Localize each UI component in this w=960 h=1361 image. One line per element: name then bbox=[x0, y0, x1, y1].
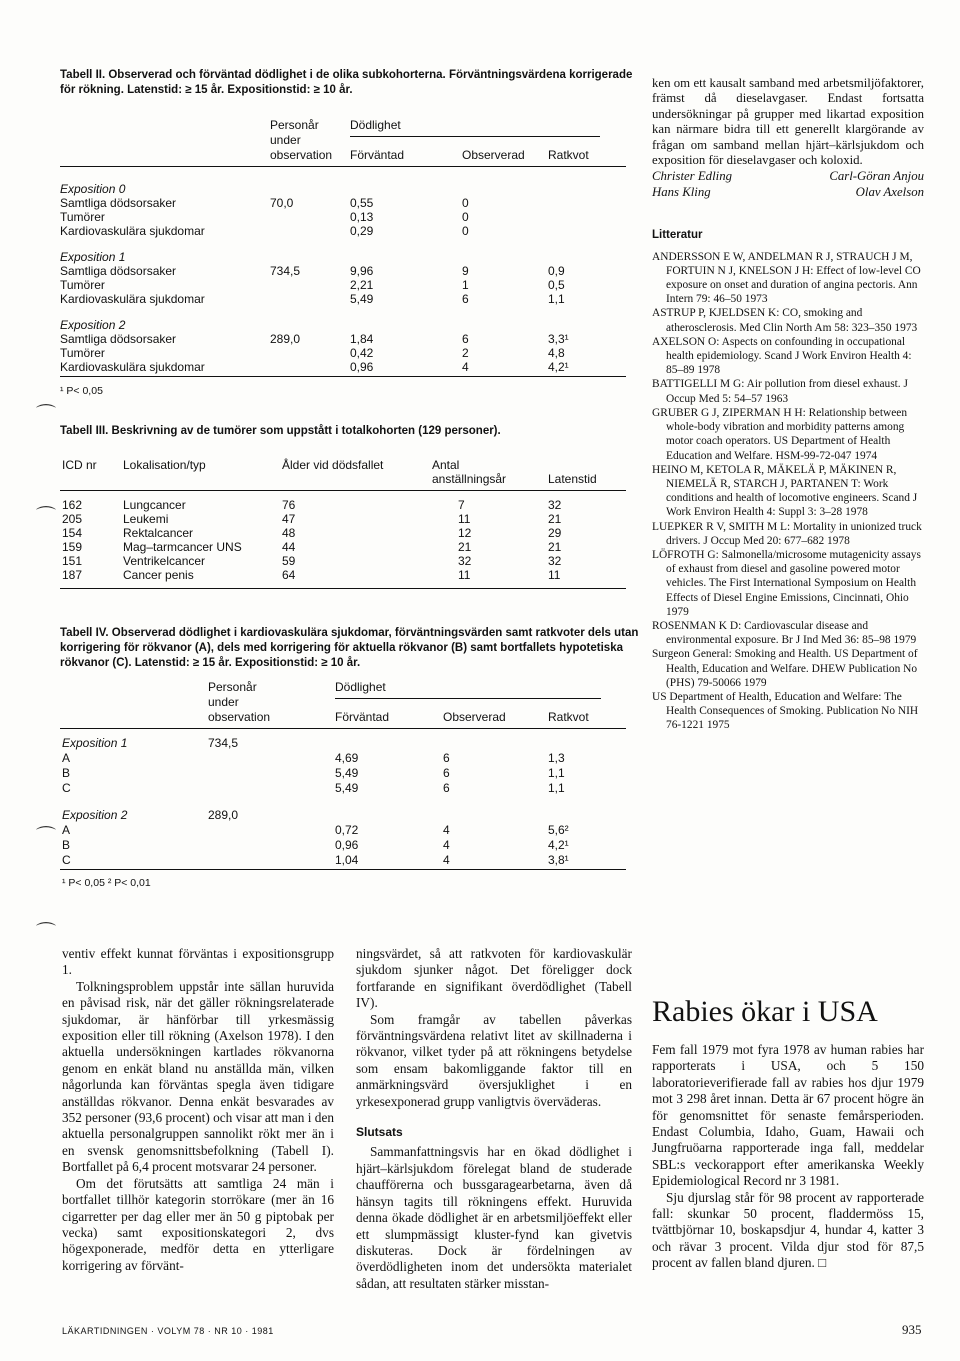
reference-item: LÖFROTH G: Salmonella/microsome mutagenicity assays of exhaust from diesel and gasoline powered motor vehicles. The First International Symposium on Health Effects of Diesel Engine Emissions, Cincinnati, Ohio 1979 bbox=[652, 548, 921, 618]
t2-rat: 0,5 bbox=[548, 278, 565, 292]
t3-alder: 59 bbox=[282, 554, 296, 568]
reference-item: ASTRUP P, KJELDSEN K: CO, smoking and atherosclerosis. Med Clin North Am 58: 323–350 1973 bbox=[652, 307, 918, 334]
t4-h-personar: Personår bbox=[208, 680, 257, 694]
t2-forv: 0,55 bbox=[350, 196, 374, 210]
t3-icd: 205 bbox=[62, 512, 83, 526]
paragraph: Om det förutsätts att samtliga 24 män i bortfallet tillhör kategorin storrökare (mer än 16 cigarretter per dag eller mer än 50 g piptobak per vecka) samt expositionskategori 2, dvs högexponerade, medför detta en ytterligare korrigering av förvänt- bbox=[62, 1175, 334, 1273]
t2-obs: 6 bbox=[462, 332, 469, 346]
page-number: 935 bbox=[902, 1322, 922, 1337]
t4-row-label: A bbox=[62, 751, 71, 765]
rabies-column bbox=[652, 1042, 924, 1272]
reference-item: GRUBER G J, ZIPERMAN H H: Relationship between whole-body vibration and morbidity patterns among motor coach operators. US Department of Health Education and Welfare. HSM-99-72-047 1974 bbox=[652, 406, 908, 462]
t4-row-label: B bbox=[62, 838, 71, 852]
t2-rat: 0,9 bbox=[548, 264, 565, 278]
t2-obs: 0 bbox=[462, 210, 469, 224]
t2-forv: 0,42 bbox=[350, 346, 374, 360]
t4-forv: 5,49 bbox=[335, 781, 359, 795]
margin-mark: ⌒ bbox=[36, 922, 56, 944]
t4-rat: 1,1 bbox=[548, 766, 565, 780]
t4-forv: 5,49 bbox=[335, 766, 359, 780]
t3-h-icd: ICD nr bbox=[62, 458, 97, 472]
t3-antal: 11 bbox=[458, 568, 471, 582]
margin-mark: ⌒ bbox=[36, 404, 56, 426]
t3-antal: 11 bbox=[458, 512, 471, 526]
t4-h-forvantad: Förväntad bbox=[335, 710, 390, 724]
author: Hans Kling bbox=[652, 184, 711, 199]
t2-row-label: Kardiovaskulära sjukdomar bbox=[60, 360, 205, 374]
reference-item: AXELSON O: Aspects on confounding in occupational health epidemiology. Scand J Work Environ Health 4: 85–89 1978 bbox=[652, 335, 912, 377]
reference-item: BATTIGELLI M G: Air pollution from diesel exhaust. J Occup Med 5: 54–57 1963 bbox=[652, 378, 908, 405]
t2-rat: 4,8 bbox=[548, 346, 565, 360]
t4-rat: 3,8¹ bbox=[548, 853, 569, 867]
t2-forv: 9,96 bbox=[350, 264, 374, 278]
t3-icd: 159 bbox=[62, 540, 83, 554]
t4-obs: 6 bbox=[443, 781, 450, 795]
t2-row-label: Kardiovaskulära sjukdomar bbox=[60, 292, 205, 306]
author: Carl-Göran Anjou bbox=[829, 169, 924, 184]
t3-antal: 32 bbox=[458, 554, 472, 568]
t3-h-alder: Ålder vid dödsfallet bbox=[282, 458, 384, 472]
t4-rat: 5,6² bbox=[548, 823, 569, 837]
t4-rat: 4,2¹ bbox=[548, 838, 569, 852]
t2-forv: 0,13 bbox=[350, 210, 374, 224]
paragraph: ventiv effekt kunnat förväntas i expositionsgrupp 1. bbox=[62, 946, 334, 978]
t4-h-under: under bbox=[208, 695, 239, 709]
author: Christer Edling bbox=[652, 169, 732, 184]
t4-obs: 4 bbox=[443, 838, 450, 852]
t4-h-observation: observation bbox=[208, 710, 271, 724]
t2-forv: 5,49 bbox=[350, 292, 374, 306]
t3-latens: 32 bbox=[548, 554, 562, 568]
t2-row-label: Samtliga dödsorsaker bbox=[60, 332, 177, 346]
t2-obs: 0 bbox=[462, 196, 469, 210]
paragraph: Sju djurslag står för 98 procent av rapporterade fall: skunkar 50 procent, fladdermöss 15, tvättbjörnar 10, boskapsdjur 4, hundar 4, katter 3 och rävar 3 procent. Vilda djur stod för 87,5 procent av fallen bland djuren. □ bbox=[652, 1189, 924, 1271]
t2-obs: 2 bbox=[462, 346, 469, 360]
paragraph: Fem fall 1979 mot fyra 1978 av human rabies har rapporterats i USA, och 5 150 laboratorieverifierade fall av rabies hos djur 1979 mot 3 298 året innan. Detta är 67 procent högre än för genomsnittet för senaste femårsperioden. Endast Columbia, Idaho, Guam, Hawaii och Jungfruöarna rapporterade inga fall, meddelar SBL:s veckorapport efter amerikanska Weekly Epidemiological Record nr 3 1981. bbox=[652, 1042, 924, 1189]
t4-obs: 4 bbox=[443, 853, 450, 867]
t3-h-latens: Latenstid bbox=[548, 472, 597, 486]
t4-obs: 6 bbox=[443, 766, 450, 780]
t4-personar: 734,5 bbox=[208, 736, 239, 750]
table4-caption: Tabell IV. Observerad dödlighet i kardiovaskulära sjukdomar, förväntningsvärden samt ratkvoter dels utan korrigering för rökvanor (A), dels med korrigering för aktuella rökvanor (B) samt bortfallets hypotetiska rökvanor (C). Latenstid: ≥ 15 år. Expositionstid: ≥ 10 år. bbox=[60, 627, 639, 669]
table3-caption: Tabell III. Beskrivning av de tumörer som uppstått i totalkohorten (129 personer). bbox=[60, 425, 501, 437]
t3-lok: Mag–tarmcancer UNS bbox=[123, 540, 242, 554]
t2-personar: 289,0 bbox=[270, 332, 301, 346]
t4-forv: 4,69 bbox=[335, 751, 359, 765]
t2-row-label: Tumörer bbox=[60, 278, 105, 292]
t2-rat: 4,2¹ bbox=[548, 360, 569, 374]
t2-h-observation: observation bbox=[270, 148, 333, 162]
t3-lok: Rektalcancer bbox=[123, 526, 194, 540]
t2-h-dodlighet: Dödlighet bbox=[350, 118, 401, 132]
t3-lok: Ventrikelcancer bbox=[123, 554, 206, 568]
rabies-title: Rabies ökar i USA bbox=[652, 995, 878, 1028]
t2-personar: 734,5 bbox=[270, 264, 301, 278]
t2-row-label: Samtliga dödsorsaker bbox=[60, 196, 177, 210]
t4-forv: 1,04 bbox=[335, 853, 359, 867]
t2-obs: 6 bbox=[462, 292, 469, 306]
t2-obs: 0 bbox=[462, 224, 469, 238]
t3-lok: Cancer penis bbox=[123, 568, 194, 582]
lit-title: Litteratur bbox=[652, 229, 703, 242]
t4-rat: 1,1 bbox=[548, 781, 565, 795]
t3-icd: 151 bbox=[62, 554, 83, 568]
t2-group-title: Exposition 1 bbox=[60, 250, 126, 264]
t2-row-label: Kardiovaskulära sjukdomar bbox=[60, 224, 205, 238]
t3-latens: 21 bbox=[548, 540, 562, 554]
t4-row-label: B bbox=[62, 766, 71, 780]
t3-antal: 21 bbox=[458, 540, 472, 554]
t2-h-personar: Personår bbox=[270, 118, 319, 132]
t2-personar: 70,0 bbox=[270, 196, 294, 210]
reference-list bbox=[652, 250, 924, 733]
body-column-1 bbox=[62, 946, 334, 1274]
t4-h-ratkvot: Ratkvot bbox=[548, 710, 589, 724]
t2-forv: 1,84 bbox=[350, 332, 374, 346]
t2-forv: 2,21 bbox=[350, 278, 374, 292]
t2-row-label: Tumörer bbox=[60, 346, 105, 360]
t2-forv: 0,29 bbox=[350, 224, 374, 238]
t3-h-antal: Antal bbox=[432, 458, 460, 472]
t3-latens: 29 bbox=[548, 526, 562, 540]
paragraph: Tolkningsproblem uppstår inte sällan huruvida en påvisad risk, när det gäller rökningsrelaterade sjukdomar, är hänförbar till yrkesmässig exposition eller till rökning (Axelson 1978). I den aktuella undersökningen kartlades rökvanorna genom en enkät bland nu anställda män, vilken någorlunda kan förväntas spegla även tidigare anställdas rökvanor. Denna enkät besvarades av 352 personer (93,6 procent) och visar att man i den aktuella personalgruppen sannolikt rökt mer än i en svensk genomsnittsbefolkning (Tabell I). Bortfallet på 6,4 procent motsvarar 24 personer. bbox=[62, 978, 334, 1175]
t3-alder: 76 bbox=[282, 498, 296, 512]
t2-row-label: Samtliga dödsorsaker bbox=[60, 264, 177, 278]
reference-item: HEINO M, KETOLA R, MÄKELÄ P, MÄKINEN R, NIEMELÄ R, STARCH J, PARTANEN T: Work conditions and health of locomotive engineers. Scand J Work Environ Health 4: Suppl 3: 3–28 1978 bbox=[652, 463, 918, 519]
t4-footnote: ¹ P< 0,05 ² P< 0,01 bbox=[62, 877, 151, 889]
t3-lok: Lungcancer bbox=[123, 498, 186, 512]
t4-obs: 4 bbox=[443, 823, 450, 837]
t2-obs: 4 bbox=[462, 360, 469, 374]
t3-alder: 44 bbox=[282, 540, 296, 554]
t2-obs: 1 bbox=[462, 278, 469, 292]
paragraph: Som framgår av tabellen påverkas förväntningsvärdena relativt litet av skillnaderna i rökvanor, vilket tyder på att rökningens betydelse som ensam bakomliggande faktor till en anmärkningsvärd översjuklighet i en yrkesexponerad grupp vanligtvis överväderas. bbox=[356, 1011, 632, 1109]
t3-latens: 32 bbox=[548, 498, 562, 512]
t4-h-dodlighet: Dödlighet bbox=[335, 680, 386, 694]
t2-h-ratkvot: Ratkvot bbox=[548, 148, 589, 162]
t2-h-under: under bbox=[270, 133, 301, 147]
right-intro: ken om ett kausalt samband med arbetsmiljöfaktorer, främst då dieselavgaser. Endast fortsatta undersökningar på grupper med likartad exposition kan närmare bidra till ett generellt klargörande av frågan om samband mellan hjärt–kärlsjukdom och exposition för dieselavgaser och koloxid. bbox=[652, 76, 924, 168]
t4-rat: 1,3 bbox=[548, 751, 565, 765]
reference-item: Surgeon General: Smoking and Health. US Department of Health, Education and Welfare. DHEW Publication No (PHS) 79-50066 1979 bbox=[652, 648, 918, 689]
t2-h-observerad: Observerad bbox=[462, 148, 525, 162]
reference-item: ROSENMAN K D: Cardiovascular disease and environmental exposure. Br J Ind Med 36: 85–98 1979 bbox=[652, 619, 917, 647]
t3-alder: 47 bbox=[282, 512, 296, 526]
t3-h-lok: Lokalisation/typ bbox=[123, 458, 206, 472]
right-column bbox=[652, 76, 924, 733]
t2-h-forvantad: Förväntad bbox=[350, 148, 405, 162]
margin-mark: ⌒ bbox=[36, 506, 56, 528]
t3-antal: 12 bbox=[458, 526, 472, 540]
t4-group-title: Exposition 1 bbox=[62, 736, 128, 750]
t4-row-label: C bbox=[62, 781, 71, 795]
body-column-2 bbox=[356, 946, 632, 1292]
t2-group-title: Exposition 2 bbox=[60, 318, 126, 332]
t3-icd: 187 bbox=[62, 568, 83, 582]
t3-lok: Leukemi bbox=[123, 512, 169, 526]
t4-row-label: C bbox=[62, 853, 71, 867]
reference-item: ANDERSSON E W, ANDELMAN R J, STRAUCH J M, FORTUIN N J, KNELSON J H: Effect of low-level CO exposure on onset and duration of angina pectoris. Ann Intern 79: 46–50 1973 bbox=[652, 250, 921, 306]
t4-row-label: A bbox=[62, 823, 71, 837]
t3-alder: 64 bbox=[282, 568, 296, 582]
table2-caption: Tabell II. Observerad och förväntad dödlighet i de olika subkohorterna. Förväntningsvärdena korrigerade för rökning. Latenstid: ≥ 15 år. Expositionstid: ≥ 10 år. bbox=[60, 69, 633, 96]
t4-personar: 289,0 bbox=[208, 808, 239, 822]
t3-latens: 21 bbox=[548, 512, 562, 526]
t3-icd: 162 bbox=[62, 498, 83, 512]
t2-rat: 1,1 bbox=[548, 292, 565, 306]
t2-group-title: Exposition 0 bbox=[60, 182, 126, 196]
t3-antal: 7 bbox=[458, 498, 465, 512]
slutsats-title: Slutsats bbox=[356, 1125, 403, 1140]
paragraph: ningsvärdet, så att ratkvoten för kardiovaskulär sjukdom sjunker något. Det föreligger dock fortfarande en signifikant överdödlighet (Tabell IV). bbox=[356, 946, 632, 1011]
t2-rat: 3,3¹ bbox=[548, 332, 569, 346]
t3-h-anst: anställningsår bbox=[432, 472, 507, 486]
reference-item: LUEPKER R V, SMITH M L: Mortality in unionized truck drivers. J Occup Med 20: 677–682 1978 bbox=[652, 520, 922, 547]
journal-footer: LÄKARTIDNINGEN · VOLYM 78 · NR 10 · 1981 bbox=[62, 1326, 274, 1336]
t2-row-label: Tumörer bbox=[60, 210, 105, 224]
t3-icd: 154 bbox=[62, 526, 83, 540]
t2-obs: 9 bbox=[462, 264, 469, 278]
paragraph: Sammanfattningsvis har en ökad dödlighet i hjärt–kärlsjukdom förelegat bland de studerade chaufförerna och bussgaragearbetarna, även då hänsyn tagits till rökningens effekt. Huruvida denna ökade dödlighet är en arbetsmiljöeffekt eller ett slumpmässigt kluster-fynd kan givetvis diskuteras. Dock är fördelningen av överdödligheten inom det undersökta materialet sådan, att resultaten stärker misstan- bbox=[356, 1144, 632, 1291]
t4-obs: 6 bbox=[443, 751, 450, 765]
t4-group-title: Exposition 2 bbox=[62, 808, 128, 822]
t3-latens: 11 bbox=[548, 568, 561, 582]
t4-forv: 0,72 bbox=[335, 823, 359, 837]
t2-forv: 0,96 bbox=[350, 360, 374, 374]
t3-alder: 48 bbox=[282, 526, 296, 540]
t4-h-observerad: Observerad bbox=[443, 710, 506, 724]
t4-forv: 0,96 bbox=[335, 838, 359, 852]
reference-item: US Department of Health, Education and Welfare: The Health Consequences of Smoking. Publication No NIH 76-1221 1975 bbox=[652, 690, 919, 732]
t2-footnote: ¹ P< 0,05 bbox=[60, 385, 103, 397]
margin-mark: ⌒ bbox=[36, 826, 56, 848]
author: Olav Axelson bbox=[855, 184, 924, 199]
